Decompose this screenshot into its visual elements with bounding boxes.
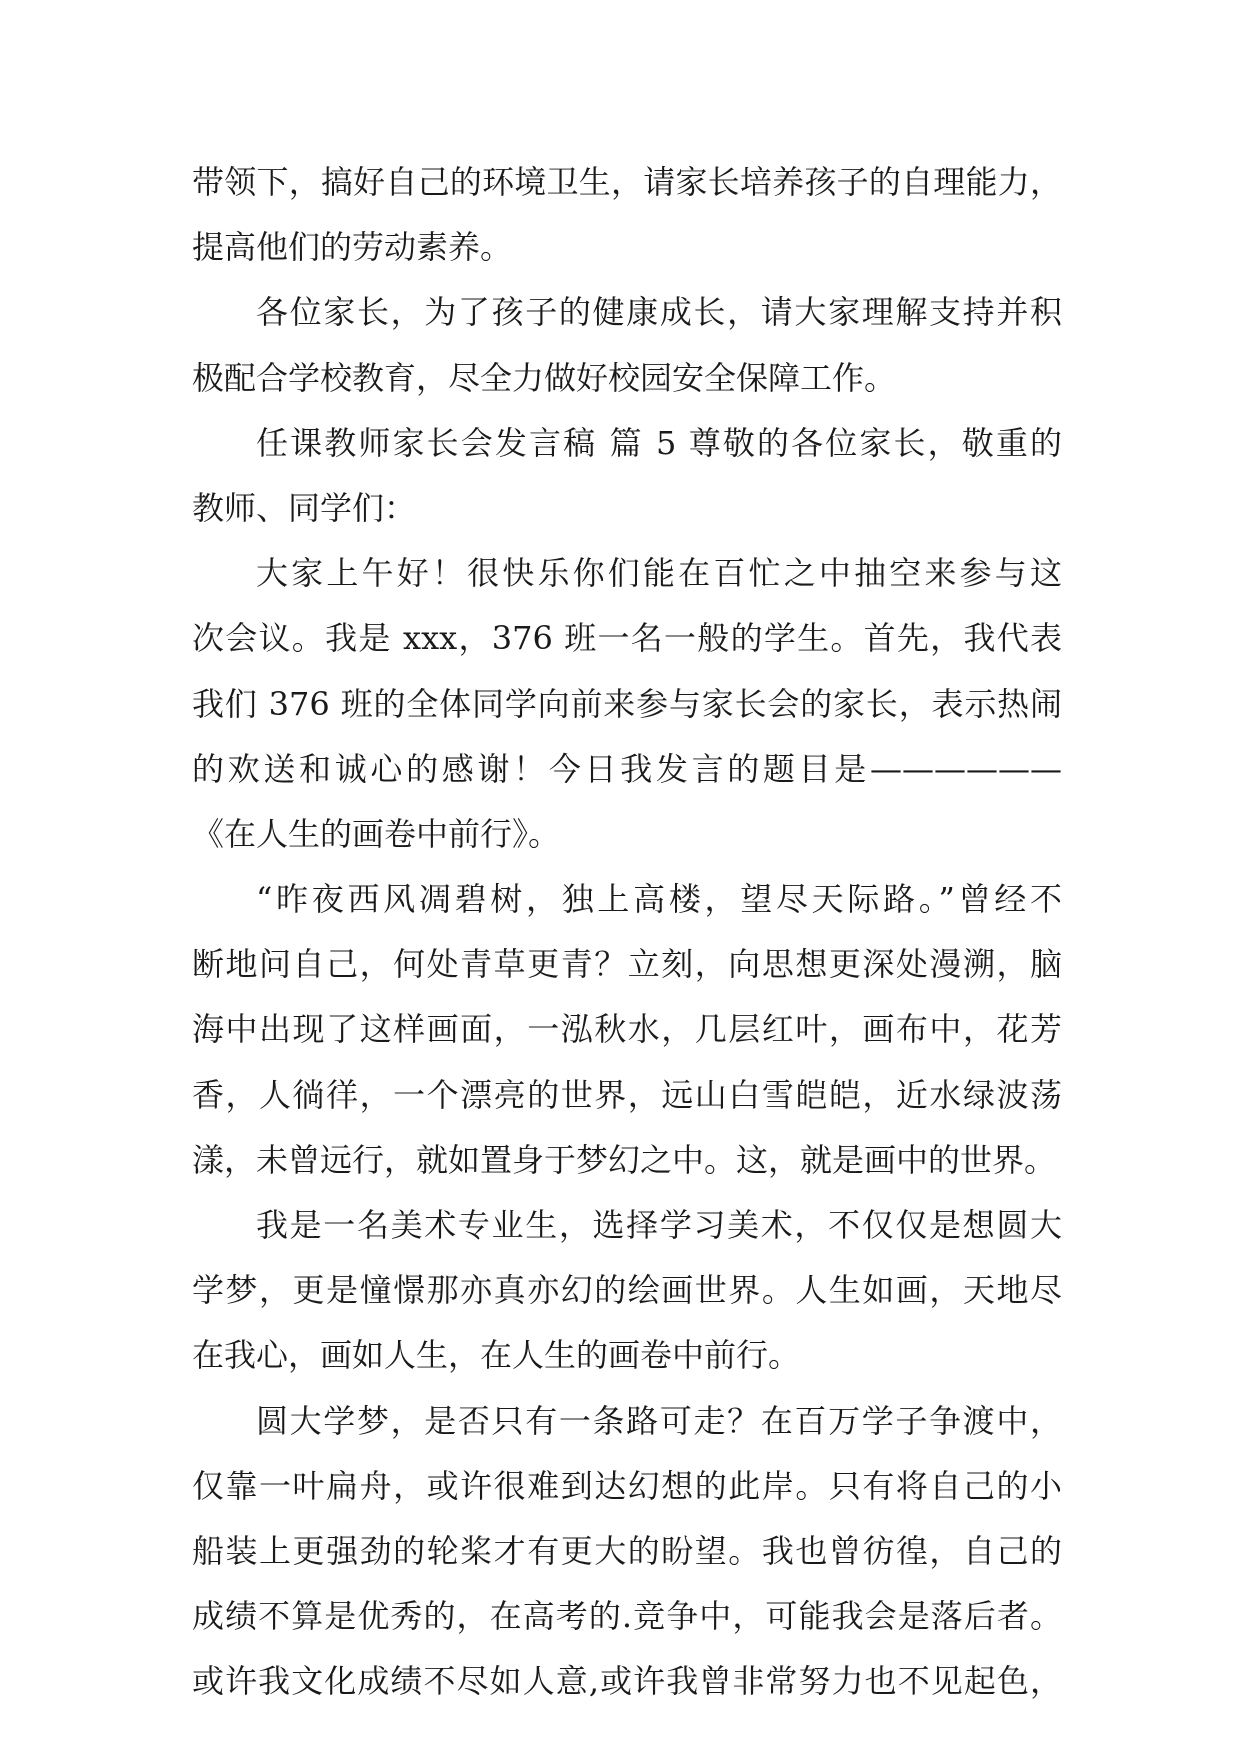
text-line: 大家上午好！很快乐你们能在百忙之中抽空来参与这: [256, 554, 1062, 593]
text-line: 仅靠一叶扁舟，或许很难到达幻想的此岸。只有将自己的小: [192, 1466, 1062, 1505]
text-line: 在我心，画如人生，在人生的画卷中前行。: [192, 1336, 801, 1375]
text-line: 的欢送和诚心的感谢！今日我发言的题目是——————: [192, 749, 1062, 788]
text-line: 我是一名美术专业生，选择学习美术，不仅仅是想圆大: [256, 1206, 1062, 1244]
text-line: 极配合学校教育，尽全力做好校园安全保障工作。: [192, 358, 897, 397]
text-line: 断地问自己，何处青草更青？立刻，向思想更深处漫溯，脑: [192, 945, 1062, 984]
text-line: 圆大学梦，是否只有一条路可走？在百万学子争渡中，: [256, 1401, 1062, 1440]
text-line: 学梦，更是憧憬那亦真亦幻的绘画世界。人生如画，天地尽: [192, 1271, 1062, 1310]
text-line: 各位家长，为了孩子的健康成长，请大家理解支持并积: [256, 293, 1062, 332]
text-line: 或许我文化成绩不尽如人意,或许我曾非常努力也不见起色，: [192, 1662, 1062, 1701]
text-line: 次会议。我是 xxx，376 班一名一般的学生。首先，我代表: [192, 619, 1062, 658]
text-line: 提高他们的劳动素养。: [192, 228, 513, 267]
text-line: 成绩不算是优秀的，在高考的.竞争中，可能我会是落后者。: [192, 1597, 1062, 1636]
text-line: 我们 376 班的全体同学向前来参与家长会的家长，表示热闹: [192, 684, 1062, 723]
document-body: [192, 162, 1062, 1727]
text-line: 香，人徜徉，一个漂亮的世界，远山白雪皑皑，近水绿波荡: [192, 1075, 1062, 1114]
text-line: 《在人生的画卷中前行》。: [192, 814, 561, 853]
text-line: 任课教师家长会发言稿 篇 5 尊敬的各位家长，敬重的: [256, 423, 1062, 462]
text-line: 船装上更强劲的轮桨才有更大的盼望。我也曾彷徨，自己的: [192, 1531, 1062, 1570]
text-line: 漾，未曾远行，就如置身于梦幻之中。这，就是画中的世界。: [192, 1140, 1057, 1179]
text-line: 带领下，搞好自己的环境卫生，请家长培养孩子的自理能力，: [192, 163, 1062, 201]
text-line: 教师、同学们：: [192, 488, 417, 527]
text-line: 海中出现了这样画面，一泓秋水，几层红叶，画布中，花芳: [192, 1010, 1062, 1049]
text-line: “昨夜西风凋碧树，独上高楼，望尽天际路。”曾经不: [256, 880, 1062, 919]
